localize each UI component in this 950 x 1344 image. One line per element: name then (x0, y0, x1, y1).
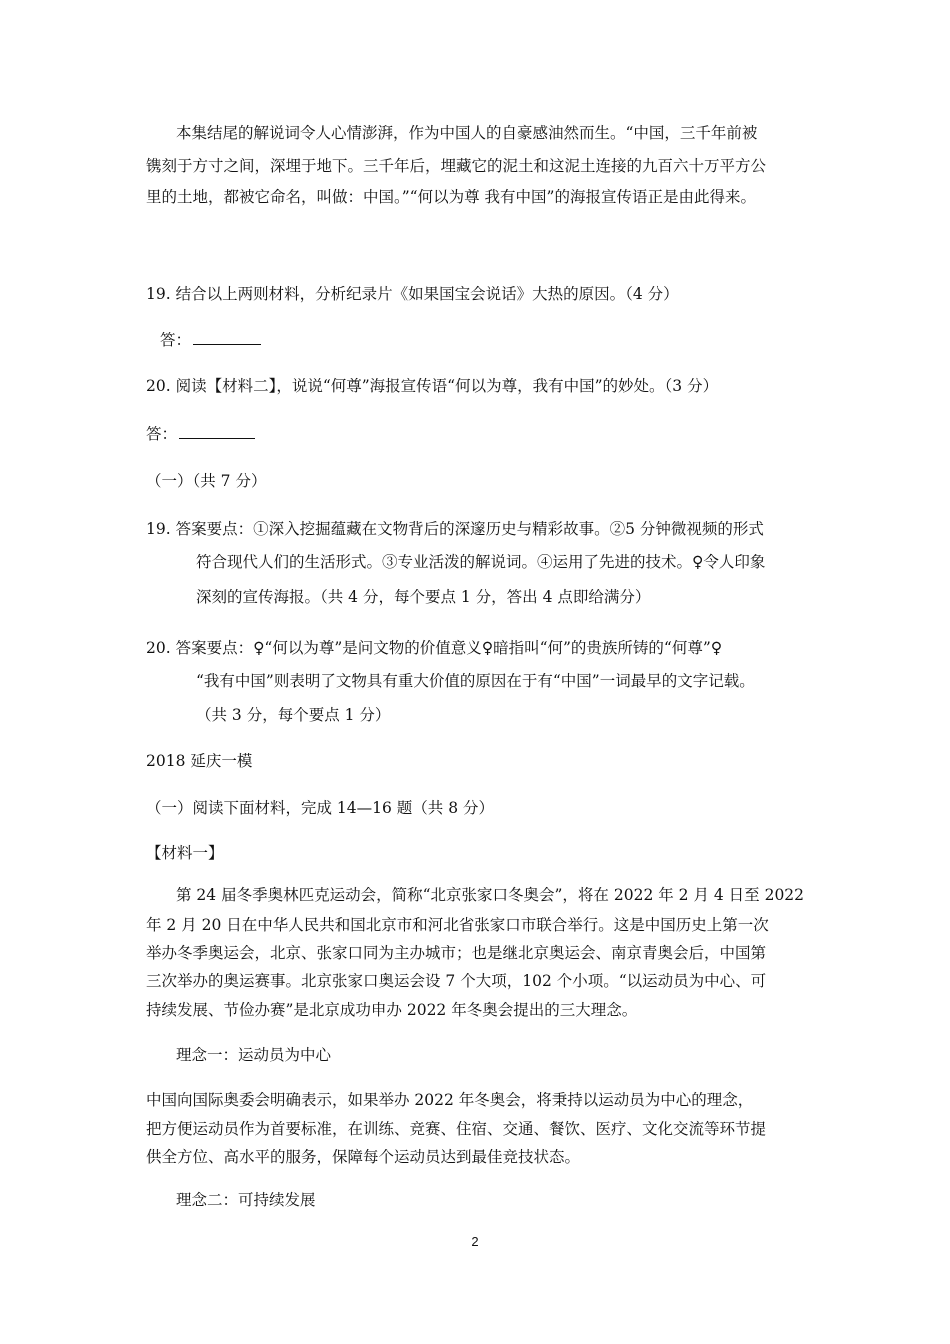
answer-20-line (146, 423, 810, 445)
material-paragraph-line: 里的土地，都被它命名，叫做：中国。”“何以为尊 我有中国”的海报宣传语正是由此得来。 (146, 188, 756, 206)
question-20: 20. 阅读【材料二】，说说“何尊”海报宣传语“何以为尊，我有中国”的妙处。（3 分） (146, 377, 719, 395)
section-intro: （一）阅读下面材料，完成 14—16 题（共 8 分） (146, 799, 495, 817)
material1-title: 【材料一】 (146, 844, 224, 862)
material1-line: 三次举办的奥运赛事。北京张家口奥运会设 7 个大项，102 个小项。“以运动员为中心、可 (146, 972, 767, 990)
idea1-line: 供全方位、高水平的服务，保障每个运动员达到最佳竞技状态。 (146, 1148, 581, 1166)
answer-19-line (160, 329, 810, 351)
answer-19-point: 符合现代人们的生活形式。③专业活泼的解说词。④运用了先进的技术。♀令人印象 (196, 553, 766, 571)
material1-line: 第 24 届冬季奥林匹克运动会，简称“北京张家口冬奥会”，将在 2022 年 2 月 4 日至 2022 (176, 886, 805, 904)
answer-blank (193, 330, 261, 345)
answer-19-point: 深刻的宣传海报。（共 4 分，每个要点 1 分，答出 4 点即给满分） (196, 588, 651, 606)
page-number: 2 (471, 1234, 479, 1249)
material1-line: 举办冬季奥运会，北京、张家口同为主办城市；也是继北京奥运会、南京青奥会后，中国第 (146, 944, 767, 962)
answer-label: 答： (160, 331, 192, 349)
answer-key-section: （一）（共 7 分） (146, 472, 267, 490)
idea1-title: 理念一：运动员为中心 (176, 1046, 332, 1064)
answer-19-point: 19. 答案要点：①深入挖掘蕴藏在文物背后的深邃历史与精彩故事。②5 分钟微视频的形式 (146, 520, 764, 538)
idea1-line: 把方便运动员作为首要标准，在训练、竞赛、住宿、交通、餐饮、医疗、文化交流等环节提 (146, 1120, 767, 1138)
answer-20-point: （共 3 分，每个要点 1 分） (196, 706, 391, 724)
answer-20-point: 20. 答案要点：♀“何以为尊”是问文物的价值意义♀暗指叫“何”的贵族所铸的“何尊”♀ (146, 639, 723, 657)
answer-blank (179, 424, 255, 439)
material-paragraph-line: 本集结尾的解说词令人心情澎湃，作为中国人的自豪感油然而生。“中国，三千年前被 (176, 124, 758, 142)
question-19: 19. 结合以上两则材料，分析纪录片《如果国宝会说话》大热的原因。（4 分） (146, 285, 679, 303)
material-paragraph-line: 镌刻于方寸之间，深埋于地下。三千年后，埋藏它的泥土和这泥土连接的九百六十万平方公 (146, 157, 767, 175)
material1-line: 持续发展、节俭办赛”是北京成功申办 2022 年冬奥会提出的三大理念。 (146, 1001, 638, 1019)
answer-label: 答： (146, 425, 178, 443)
exam-title: 2018 延庆一模 (146, 752, 253, 770)
answer-20-point: “我有中国”则表明了文物具有重大价值的原因在于有“中国”一词最早的文字记载。 (196, 672, 755, 690)
material1-line: 年 2 月 20 日在中华人民共和国北京市和河北省张家口市联合举行。这是中国历史上第一次 (146, 916, 769, 934)
idea2-title: 理念二：可持续发展 (176, 1191, 316, 1209)
idea1-line: 中国向国际奥委会明确表示，如果举办 2022 年冬奥会，将秉持以运动员为中心的理念， (146, 1091, 754, 1109)
